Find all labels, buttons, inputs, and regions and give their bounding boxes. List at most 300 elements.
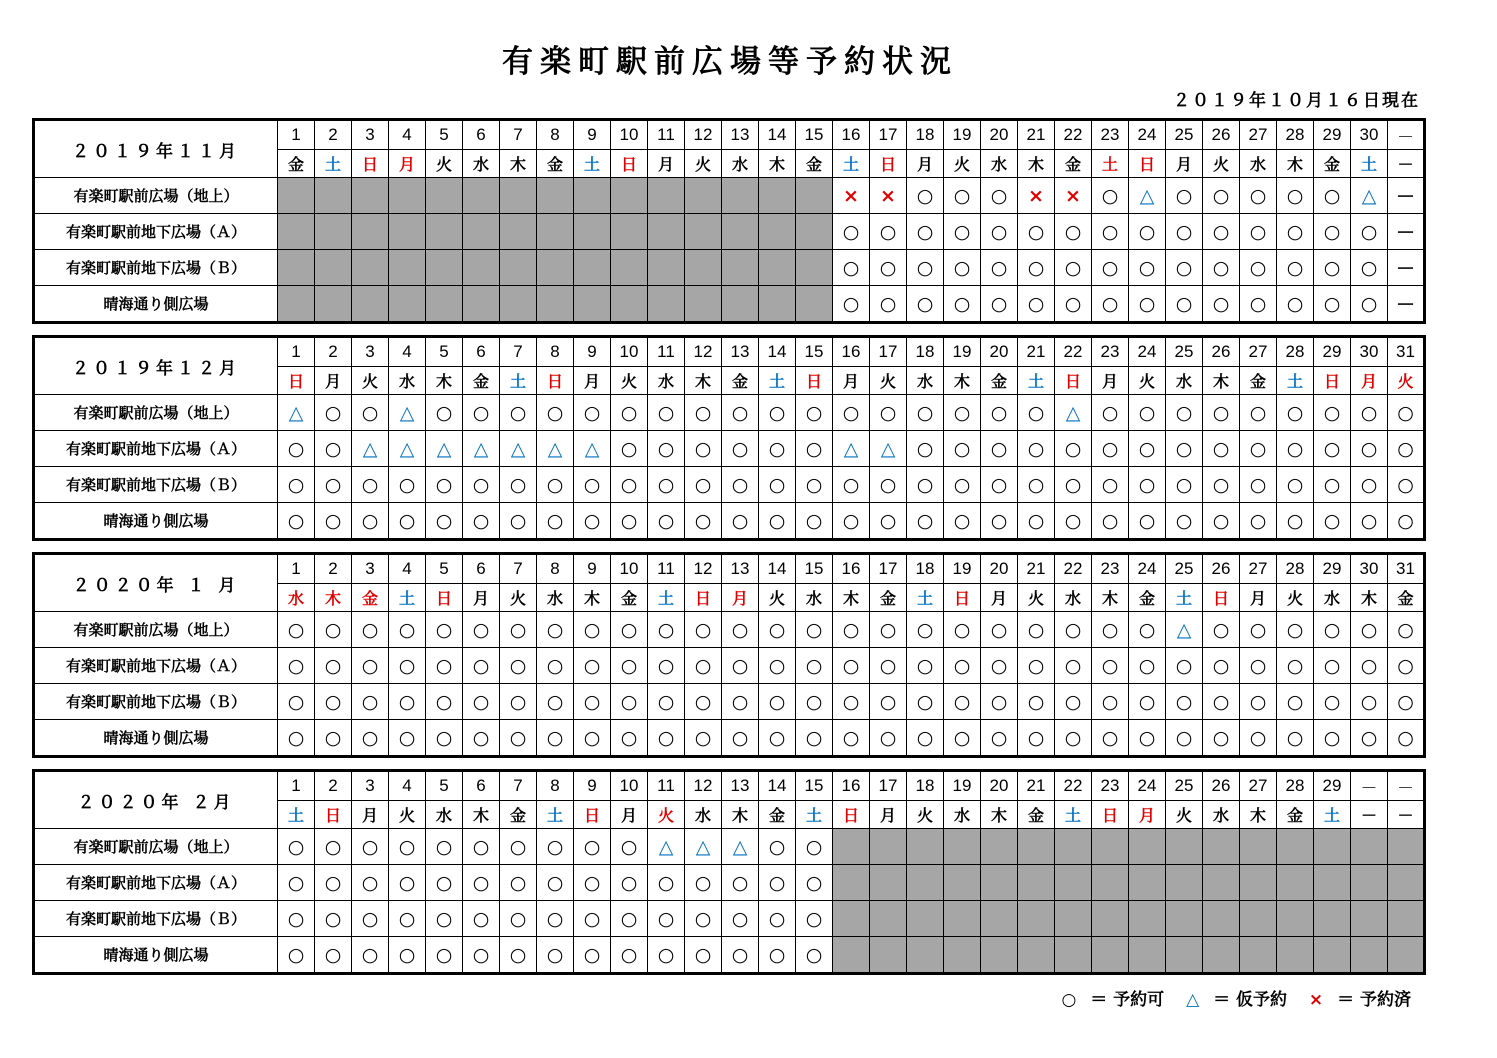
unavailable-cell xyxy=(870,937,907,974)
status-cell: × xyxy=(833,178,870,214)
weekday: 金 xyxy=(870,584,907,612)
status-cell: ○ xyxy=(870,467,907,503)
unavailable-cell xyxy=(833,865,870,901)
status-cell: ○ xyxy=(389,829,426,865)
facility-row xyxy=(34,431,1425,467)
legend-booked-symbol: × xyxy=(1308,990,1324,1010)
weekday: 日 xyxy=(537,367,574,395)
day-number: 4 xyxy=(389,771,426,801)
unavailable-cell xyxy=(426,178,463,214)
unavailable-cell xyxy=(685,250,722,286)
month-block xyxy=(32,335,1426,541)
day-number: 18 xyxy=(907,554,944,584)
status-cell: ○ xyxy=(426,937,463,974)
unavailable-cell xyxy=(500,250,537,286)
status-cell: ○ xyxy=(611,865,648,901)
day-number: 1 xyxy=(278,771,315,801)
weekday: 月 xyxy=(981,584,1018,612)
status-cell: ○ xyxy=(352,395,389,431)
day-number: 24 xyxy=(1129,554,1166,584)
day-number: 5 xyxy=(426,120,463,150)
unavailable-cell xyxy=(537,286,574,323)
status-cell: ○ xyxy=(352,684,389,720)
status-cell: ○ xyxy=(426,720,463,757)
status-cell: ○ xyxy=(870,648,907,684)
unavailable-cell xyxy=(648,214,685,250)
status-cell: ○ xyxy=(1277,431,1314,467)
weekday: 水 xyxy=(389,367,426,395)
status-cell: ○ xyxy=(796,829,833,865)
weekday: 月 xyxy=(1351,367,1388,395)
unavailable-cell xyxy=(315,214,352,250)
unavailable-cell xyxy=(1018,865,1055,901)
status-cell: ○ xyxy=(1203,395,1240,431)
weekday: 土 xyxy=(537,801,574,829)
day-number: 27 xyxy=(1240,337,1277,367)
day-number: 22 xyxy=(1055,337,1092,367)
day-number: 23 xyxy=(1092,337,1129,367)
status-cell: ○ xyxy=(1351,720,1388,757)
weekday: 土 xyxy=(907,584,944,612)
status-cell: ○ xyxy=(870,214,907,250)
facility-row xyxy=(34,286,1425,323)
status-cell: ○ xyxy=(1166,720,1203,757)
unavailable-cell xyxy=(611,214,648,250)
status-cell: ○ xyxy=(833,648,870,684)
status-cell: ○ xyxy=(463,467,500,503)
status-cell: ○ xyxy=(759,901,796,937)
weekday: 月 xyxy=(1092,367,1129,395)
weekday: 水 xyxy=(944,801,981,829)
weekday: 木 xyxy=(463,801,500,829)
facility-row xyxy=(34,612,1425,648)
facility-row xyxy=(34,829,1425,865)
unavailable-cell xyxy=(907,937,944,974)
weekday: 金 xyxy=(463,367,500,395)
weekday: 金 xyxy=(796,150,833,178)
status-cell: ○ xyxy=(981,612,1018,648)
day-number: 22 xyxy=(1055,120,1092,150)
day-number: 1 xyxy=(278,337,315,367)
day-number: 20 xyxy=(981,120,1018,150)
status-cell: ○ xyxy=(1129,214,1166,250)
weekday: － xyxy=(1351,801,1388,829)
unavailable-cell xyxy=(1092,865,1129,901)
status-cell: ○ xyxy=(389,684,426,720)
unavailable-cell xyxy=(574,214,611,250)
status-cell: ○ xyxy=(500,720,537,757)
day-number: 18 xyxy=(907,337,944,367)
facility-name: 晴海通り側広場 xyxy=(34,937,278,974)
day-number: 10 xyxy=(611,337,648,367)
status-cell: ○ xyxy=(944,648,981,684)
status-cell: ○ xyxy=(574,612,611,648)
weekday: 火 xyxy=(944,150,981,178)
weekday: 木 xyxy=(1203,367,1240,395)
unavailable-cell xyxy=(389,178,426,214)
status-cell: ○ xyxy=(685,612,722,648)
facility-row xyxy=(34,503,1425,540)
unavailable-cell xyxy=(611,286,648,323)
weekday: 土 xyxy=(759,367,796,395)
status-cell: ○ xyxy=(907,648,944,684)
status-cell: ○ xyxy=(1203,684,1240,720)
status-cell: ○ xyxy=(1240,467,1277,503)
status-cell: ○ xyxy=(944,214,981,250)
day-number: － xyxy=(1388,120,1425,150)
weekday: 土 xyxy=(833,150,870,178)
status-cell: ○ xyxy=(278,648,315,684)
status-cell: ○ xyxy=(1203,648,1240,684)
status-cell: ○ xyxy=(611,684,648,720)
status-cell: ○ xyxy=(574,395,611,431)
weekday: 木 xyxy=(759,150,796,178)
status-cell: ○ xyxy=(833,286,870,323)
weekday: 水 xyxy=(796,584,833,612)
status-cell: ○ xyxy=(722,901,759,937)
status-cell: △ xyxy=(352,431,389,467)
facility-name: 有楽町駅前広場（地上） xyxy=(34,178,278,214)
weekday: 火 xyxy=(352,367,389,395)
status-cell: ○ xyxy=(944,178,981,214)
weekday: 日 xyxy=(426,584,463,612)
status-cell: ○ xyxy=(389,937,426,974)
unavailable-cell xyxy=(315,178,352,214)
status-cell: ○ xyxy=(1351,503,1388,540)
weekday: 土 xyxy=(1166,584,1203,612)
status-cell: ○ xyxy=(648,865,685,901)
status-cell: ○ xyxy=(1203,503,1240,540)
unavailable-cell xyxy=(1018,901,1055,937)
weekday: 水 xyxy=(1166,367,1203,395)
legend-available-label: ＝ 予約可 xyxy=(1090,990,1165,1010)
weekday: 月 xyxy=(722,584,759,612)
status-cell: ○ xyxy=(907,286,944,323)
unavailable-cell xyxy=(722,286,759,323)
unavailable-cell xyxy=(1055,901,1092,937)
status-cell: ○ xyxy=(1129,395,1166,431)
weekday: 土 xyxy=(315,150,352,178)
day-number: 5 xyxy=(426,771,463,801)
day-number: 28 xyxy=(1277,554,1314,584)
weekday: 金 xyxy=(981,367,1018,395)
weekday: 火 xyxy=(1129,367,1166,395)
weekday: 月 xyxy=(648,150,685,178)
status-cell: ○ xyxy=(1129,612,1166,648)
day-number: 3 xyxy=(352,120,389,150)
day-number: 13 xyxy=(722,120,759,150)
status-cell: ○ xyxy=(500,865,537,901)
status-cell: ○ xyxy=(648,467,685,503)
unavailable-cell xyxy=(1018,829,1055,865)
day-number: 4 xyxy=(389,337,426,367)
status-cell: ○ xyxy=(463,395,500,431)
day-number: 12 xyxy=(685,120,722,150)
day-number: 27 xyxy=(1240,771,1277,801)
status-cell: ○ xyxy=(759,395,796,431)
status-cell: ○ xyxy=(1018,684,1055,720)
status-cell: ○ xyxy=(796,720,833,757)
status-cell: ○ xyxy=(796,684,833,720)
status-cell: ○ xyxy=(1166,503,1203,540)
status-cell: ○ xyxy=(944,684,981,720)
status-cell: ○ xyxy=(1314,431,1351,467)
status-cell: ○ xyxy=(944,286,981,323)
facility-name: 有楽町駅前地下広場（Ｂ） xyxy=(34,467,278,503)
status-cell: ○ xyxy=(1018,503,1055,540)
status-cell: ○ xyxy=(981,214,1018,250)
status-cell: △ xyxy=(1055,395,1092,431)
unavailable-cell xyxy=(463,178,500,214)
weekday: 金 xyxy=(537,150,574,178)
status-cell: ○ xyxy=(944,612,981,648)
weekday: 土 xyxy=(574,150,611,178)
day-number: 29 xyxy=(1314,554,1351,584)
status-cell: ○ xyxy=(1166,214,1203,250)
status-cell: ○ xyxy=(278,937,315,974)
weekday: 水 xyxy=(648,367,685,395)
weekday: 日 xyxy=(685,584,722,612)
status-cell: ○ xyxy=(1240,503,1277,540)
day-number: 20 xyxy=(981,554,1018,584)
status-cell: ○ xyxy=(685,467,722,503)
day-number: 10 xyxy=(611,771,648,801)
day-number: － xyxy=(1351,771,1388,801)
unavailable-cell xyxy=(907,829,944,865)
status-cell: ○ xyxy=(463,612,500,648)
status-cell: ○ xyxy=(796,648,833,684)
weekday: 水 xyxy=(722,150,759,178)
status-cell: ○ xyxy=(981,684,1018,720)
unavailable-cell xyxy=(463,250,500,286)
status-cell: ○ xyxy=(1018,720,1055,757)
day-number: 3 xyxy=(352,554,389,584)
weekday: 木 xyxy=(500,150,537,178)
status-cell: ○ xyxy=(426,865,463,901)
unavailable-cell xyxy=(722,178,759,214)
status-cell: ○ xyxy=(500,612,537,648)
weekday: 水 xyxy=(907,367,944,395)
status-cell: ○ xyxy=(1314,503,1351,540)
status-cell: ○ xyxy=(1092,178,1129,214)
unavailable-cell xyxy=(944,937,981,974)
status-cell: △ xyxy=(389,395,426,431)
status-cell: ○ xyxy=(537,901,574,937)
status-cell: ○ xyxy=(1351,648,1388,684)
unavailable-cell xyxy=(1240,829,1277,865)
weekday: 木 xyxy=(1277,150,1314,178)
unavailable-cell xyxy=(981,937,1018,974)
status-cell: ○ xyxy=(1092,503,1129,540)
status-cell: △ xyxy=(722,829,759,865)
status-cell: ○ xyxy=(315,720,352,757)
status-cell: ○ xyxy=(1277,720,1314,757)
status-cell: △ xyxy=(648,829,685,865)
status-cell: ○ xyxy=(500,395,537,431)
status-cell: ○ xyxy=(944,250,981,286)
weekday: 火 xyxy=(907,801,944,829)
unavailable-cell xyxy=(1388,829,1425,865)
status-cell: ○ xyxy=(1351,467,1388,503)
day-number: 12 xyxy=(685,554,722,584)
unavailable-cell xyxy=(315,250,352,286)
unavailable-cell xyxy=(537,178,574,214)
status-cell: ○ xyxy=(1240,720,1277,757)
weekday: 金 xyxy=(500,801,537,829)
facility-row xyxy=(34,250,1425,286)
unavailable-cell xyxy=(833,829,870,865)
weekday: 水 xyxy=(537,584,574,612)
unavailable-cell xyxy=(1092,937,1129,974)
unavailable-cell xyxy=(426,250,463,286)
status-cell: ○ xyxy=(1351,286,1388,323)
unavailable-cell xyxy=(870,901,907,937)
day-number: 31 xyxy=(1388,554,1425,584)
day-number: 31 xyxy=(1388,337,1425,367)
weekday: 火 xyxy=(500,584,537,612)
status-cell: ○ xyxy=(537,648,574,684)
status-cell: ○ xyxy=(648,395,685,431)
unavailable-cell xyxy=(574,250,611,286)
status-cell: ○ xyxy=(1314,214,1351,250)
weekday: 水 xyxy=(426,801,463,829)
day-number: 22 xyxy=(1055,771,1092,801)
status-cell: ○ xyxy=(1277,684,1314,720)
day-number: 28 xyxy=(1277,120,1314,150)
status-cell: ○ xyxy=(981,178,1018,214)
day-number: 13 xyxy=(722,771,759,801)
facility-row xyxy=(34,178,1425,214)
weekday: 水 xyxy=(463,150,500,178)
weekday: 土 xyxy=(1277,367,1314,395)
status-cell: ○ xyxy=(537,937,574,974)
day-number: 15 xyxy=(796,554,833,584)
day-number: 11 xyxy=(648,554,685,584)
status-cell: ○ xyxy=(537,612,574,648)
facility-name: 有楽町駅前地下広場（Ａ） xyxy=(34,214,278,250)
status-cell: ○ xyxy=(537,395,574,431)
day-number: 5 xyxy=(426,554,463,584)
status-cell: × xyxy=(870,178,907,214)
status-cell: ○ xyxy=(1203,720,1240,757)
status-cell: ○ xyxy=(759,612,796,648)
day-number: 2 xyxy=(315,554,352,584)
weekday: － xyxy=(1388,801,1425,829)
status-cell: ○ xyxy=(1166,467,1203,503)
day-number: 12 xyxy=(685,771,722,801)
unavailable-cell xyxy=(981,901,1018,937)
status-cell: ○ xyxy=(389,503,426,540)
status-cell: ○ xyxy=(1314,250,1351,286)
weekday: 月 xyxy=(870,801,907,829)
status-cell: ○ xyxy=(426,684,463,720)
weekday: 金 xyxy=(1240,367,1277,395)
day-number: 23 xyxy=(1092,771,1129,801)
status-cell: ○ xyxy=(1055,684,1092,720)
weekday: 日 xyxy=(1092,801,1129,829)
status-cell: ○ xyxy=(611,829,648,865)
status-cell: △ xyxy=(537,431,574,467)
unavailable-cell xyxy=(907,865,944,901)
day-number: 21 xyxy=(1018,120,1055,150)
day-number: 18 xyxy=(907,771,944,801)
weekday: 水 xyxy=(1055,584,1092,612)
status-cell: ○ xyxy=(981,250,1018,286)
day-number: 25 xyxy=(1166,337,1203,367)
weekday: 日 xyxy=(611,150,648,178)
unavailable-cell xyxy=(1166,829,1203,865)
status-cell: ○ xyxy=(1166,178,1203,214)
status-cell: ○ xyxy=(1203,431,1240,467)
status-cell: ○ xyxy=(1388,431,1425,467)
unavailable-cell xyxy=(1351,829,1388,865)
weekday: 土 xyxy=(648,584,685,612)
status-cell: ○ xyxy=(907,503,944,540)
weekday: 土 xyxy=(1314,801,1351,829)
status-cell: ○ xyxy=(981,431,1018,467)
weekday: － xyxy=(1388,150,1425,178)
status-cell: △ xyxy=(389,431,426,467)
day-number: 14 xyxy=(759,337,796,367)
weekday: 月 xyxy=(1166,150,1203,178)
status-cell: ○ xyxy=(981,467,1018,503)
status-cell: ○ xyxy=(315,431,352,467)
day-number: 4 xyxy=(389,120,426,150)
weekday: 木 xyxy=(1240,801,1277,829)
unavailable-cell xyxy=(685,178,722,214)
unavailable-cell xyxy=(759,250,796,286)
facility-name: 有楽町駅前地下広場（Ｂ） xyxy=(34,684,278,720)
status-cell: ○ xyxy=(611,648,648,684)
status-cell: ○ xyxy=(315,937,352,974)
unavailable-cell xyxy=(537,214,574,250)
status-cell: ○ xyxy=(1351,214,1388,250)
status-cell: ○ xyxy=(1203,612,1240,648)
status-cell: △ xyxy=(870,431,907,467)
unavailable-cell xyxy=(1277,865,1314,901)
status-cell: ○ xyxy=(426,503,463,540)
status-cell: ○ xyxy=(278,684,315,720)
status-cell: ○ xyxy=(463,829,500,865)
status-cell: ○ xyxy=(722,431,759,467)
unavailable-cell xyxy=(278,178,315,214)
status-cell: ○ xyxy=(1240,431,1277,467)
status-cell: ○ xyxy=(500,648,537,684)
status-cell: ○ xyxy=(1166,395,1203,431)
weekday: 金 xyxy=(722,367,759,395)
weekday: 火 xyxy=(870,367,907,395)
status-cell: ○ xyxy=(944,467,981,503)
status-cell: ○ xyxy=(1388,720,1425,757)
status-cell: ○ xyxy=(611,720,648,757)
status-cell: ○ xyxy=(833,467,870,503)
facility-row xyxy=(34,901,1425,937)
day-number: 8 xyxy=(537,120,574,150)
day-number: 24 xyxy=(1129,120,1166,150)
day-number: 25 xyxy=(1166,771,1203,801)
day-number: 26 xyxy=(1203,337,1240,367)
status-cell: ○ xyxy=(870,720,907,757)
status-cell: ○ xyxy=(1203,467,1240,503)
status-cell: ○ xyxy=(1314,178,1351,214)
status-cell: ○ xyxy=(981,648,1018,684)
day-number: 1 xyxy=(278,554,315,584)
status-cell: ○ xyxy=(1388,467,1425,503)
status-cell: － xyxy=(1388,286,1425,323)
unavailable-cell xyxy=(352,178,389,214)
status-cell: ○ xyxy=(315,865,352,901)
day-number: 7 xyxy=(500,120,537,150)
